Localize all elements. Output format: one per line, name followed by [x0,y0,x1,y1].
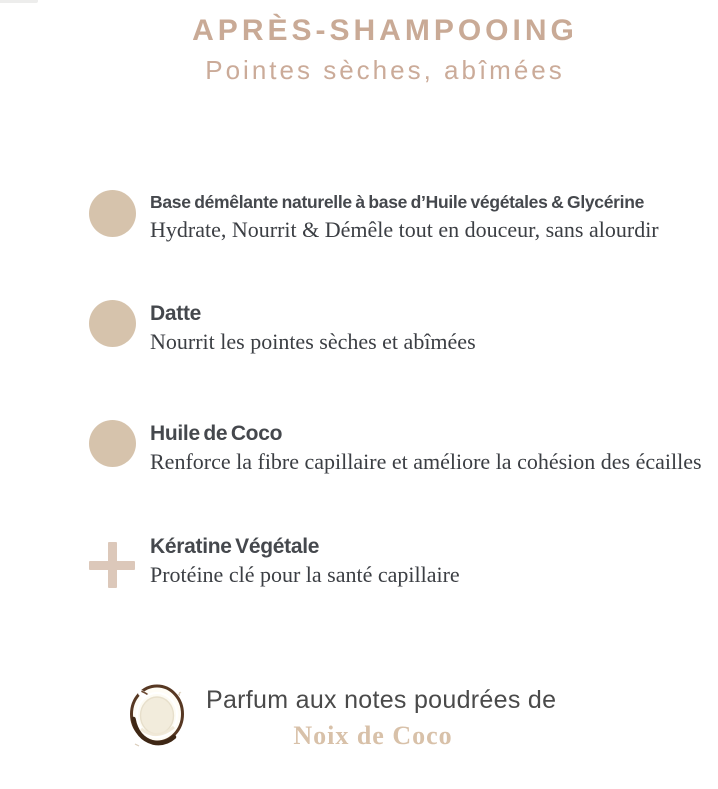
ingredient-row [88,300,476,356]
circle-bullet-icon [89,300,136,347]
circle-bullet-icon [89,190,136,237]
plus-icon [89,542,135,588]
ingredient-row [88,420,702,476]
ingredient-name: Base démêlante naturelle à base d’Huile végétales & Glycérine [150,192,645,212]
page-title: APRÈS-SHAMPOOING [192,14,578,47]
icon-column [88,300,136,347]
ingredient-description: Nourrit les pointes sèches et abîmées [150,329,476,354]
fragrance-text [206,683,557,751]
ingredient-name: Kératine Végétale [150,535,320,558]
ingredient-description: Protéine clé pour la santé capillaire [150,562,460,587]
ingredient-description: Hydrate, Nourrit & Démêle tout en douceur, sans alourdir [150,217,659,242]
ingredient-text [150,300,476,356]
page-subtitle: Pointes sèches, abîmées [205,55,565,85]
header [52,14,718,86]
ingredient-text [150,190,659,244]
ingredient-row [88,533,460,589]
fragrance-note: Noix de Coco [293,721,453,750]
ingredient-name: Huile de Coco [150,422,283,445]
ingredient-description: Renforce la fibre capillaire et améliore la cohésion des écailles [150,449,702,474]
fragrance-section [129,683,557,751]
circle-bullet-icon [89,420,136,467]
screen-edge-artifact [0,0,38,3]
icon-column [88,533,136,588]
fragrance-intro: Parfum aux notes poudrées de [206,686,557,714]
ingredient-name: Datte [150,302,202,325]
icon-column [88,420,136,467]
icon-column [88,190,136,237]
ingredient-row [88,190,659,244]
coconut-icon [129,683,186,749]
ingredient-text [150,420,702,476]
ingredient-text [150,533,460,589]
